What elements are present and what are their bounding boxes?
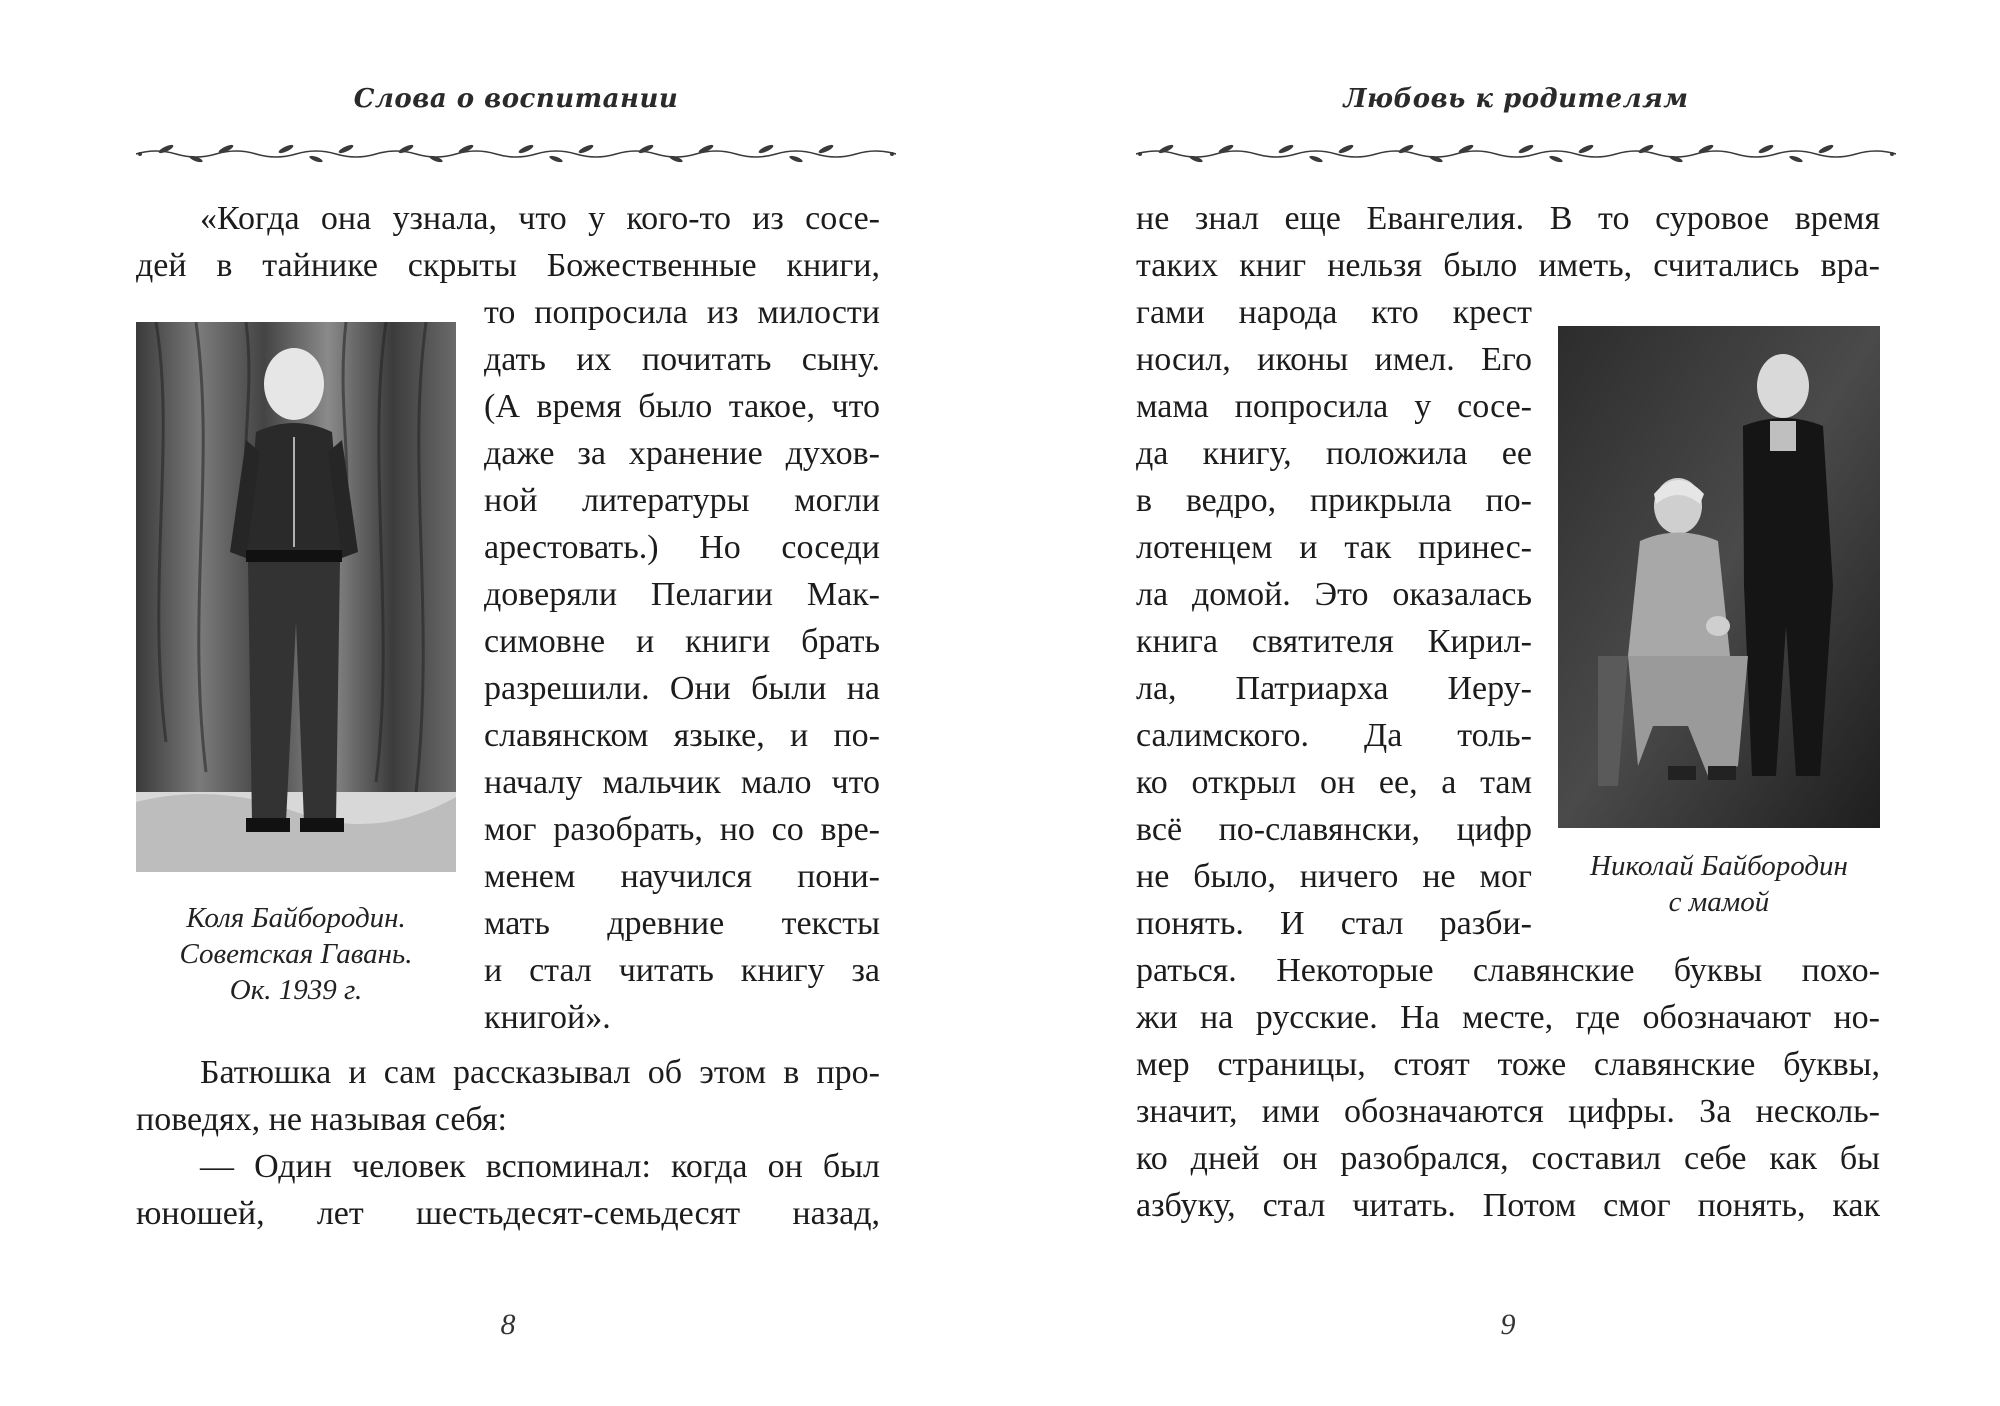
text-line: значит, ими обозначаются цифры. За несколь- xyxy=(1136,1093,1880,1130)
text-line: всё по-славянски, цифр xyxy=(1136,811,1532,848)
text-line: азбуку, стал читать. Потом смог понять, как xyxy=(1136,1187,1880,1224)
caption-line: с мамой xyxy=(1668,886,1770,918)
text-line: юношей, лет шестьдесят-семьдесят назад, xyxy=(136,1195,880,1232)
text-line: салимского. Да толь- xyxy=(1136,717,1532,754)
text-line: ла, Патриарха Иеру- xyxy=(1136,670,1532,707)
text-line: (А время было такое, что xyxy=(484,388,880,425)
running-head: Слова о воспитании xyxy=(353,84,679,114)
text-line: мама попросила у сосе- xyxy=(1136,388,1532,425)
text-line: даже за хранение духов- xyxy=(484,435,880,472)
text-line: жи на русские. На месте, где обозначают но- xyxy=(1136,999,1880,1036)
text-line: и стал читать книгу за xyxy=(484,952,880,989)
text-line: «Когда она узнала, что у кого-то из сосе- xyxy=(200,200,880,237)
text-line: мер страницы, стоят тоже славянские буквы, xyxy=(1136,1046,1880,1083)
caption-line: Ок. 1939 г. xyxy=(229,974,363,1006)
text-line: таких книг нельзя было иметь, считались вра- xyxy=(1136,247,1880,284)
page-number: 9 xyxy=(1500,1308,1516,1341)
text-line: дать их почитать сыну. xyxy=(484,341,880,378)
text-line: — Один человек вспоминал: когда он был xyxy=(200,1148,880,1185)
text-line: лотенцем и так принес- xyxy=(1136,529,1532,566)
text-line: славянском языке, и по- xyxy=(484,717,880,754)
text-line: симовне и книги брать xyxy=(484,623,880,660)
text-line: менем научился пони- xyxy=(484,858,880,895)
text-line: гами народа кто крест xyxy=(1136,294,1532,331)
caption-line: Советская Гавань. xyxy=(179,938,413,970)
text-line: мать древние тексты xyxy=(484,905,880,942)
text-line: раться. Некоторые славянские буквы похо- xyxy=(1136,952,1880,989)
text-line: началу мальчик мало что xyxy=(484,764,880,801)
text-line: разрешили. Они были на xyxy=(484,670,880,707)
text-line: не было, ничего не мог xyxy=(1136,858,1532,895)
text-line: понять. И стал разби- xyxy=(1136,905,1532,942)
text-line: книга святителя Кирил- xyxy=(1136,623,1532,660)
text-line: поведях, не называя себя: xyxy=(136,1101,507,1138)
text-line: ко дней он разобрался, составил себе как бы xyxy=(1136,1140,1880,1177)
text-line: носил, иконы имел. Его xyxy=(1136,341,1532,378)
photo-caption xyxy=(136,900,456,1008)
text-line: ла домой. Это оказалась xyxy=(1136,576,1532,613)
text-line: ко открыл он ее, а там xyxy=(1136,764,1532,801)
caption-line: Коля Байбородин. xyxy=(186,902,406,934)
text-line: книгой». xyxy=(484,999,611,1036)
text-line: да книгу, положила ее xyxy=(1136,435,1532,472)
photo-boy xyxy=(136,322,456,872)
text-line: ной литературы могли xyxy=(484,482,880,519)
right-page xyxy=(1000,0,2000,1406)
page-number: 8 xyxy=(500,1308,516,1341)
photo-caption xyxy=(1558,848,1880,920)
text-line: доверяли Пелагии Мак- xyxy=(484,576,880,613)
text-line: арестовать.) Но соседи xyxy=(484,529,880,566)
photo-mother-and-son xyxy=(1558,326,1880,828)
text-line: Батюшка и сам рассказывал об этом в про- xyxy=(200,1054,880,1091)
text-line: мог разобрать, но со вре- xyxy=(484,811,880,848)
running-head: Любовь к родителям xyxy=(1343,84,1689,114)
text-line: не знал еще Евангелия. В то суровое время xyxy=(1136,200,1880,237)
text-line: дей в тайнике скрыты Божественные книги, xyxy=(136,247,880,284)
vine-ornament xyxy=(1136,140,1896,164)
caption-line: Николай Байбородин xyxy=(1590,850,1848,882)
text-line: то попросила из милости xyxy=(484,294,880,331)
vine-ornament xyxy=(136,140,896,164)
text-line: в ведро, прикрыла по- xyxy=(1136,482,1532,519)
